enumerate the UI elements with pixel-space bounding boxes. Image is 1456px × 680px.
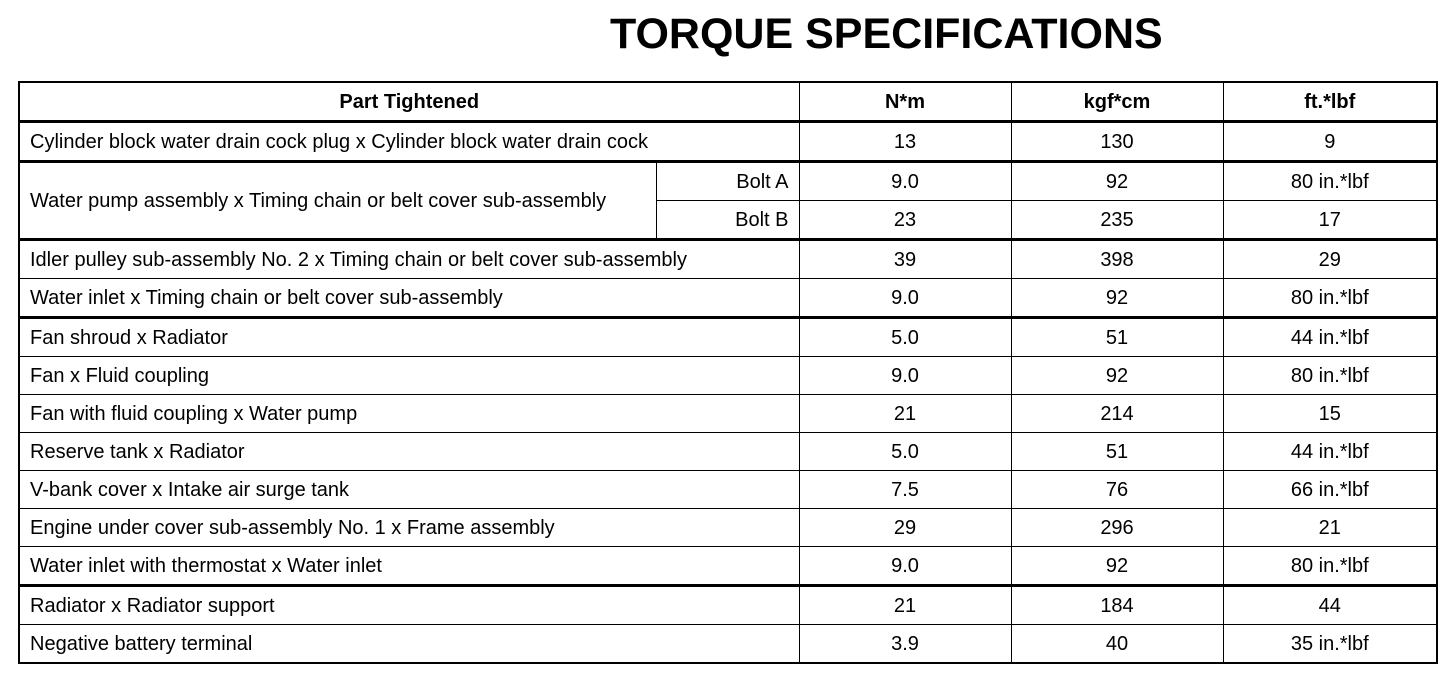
kgf-cell: 296 (1011, 509, 1223, 547)
ft-cell: 15 (1223, 395, 1437, 433)
header-ft-lbf: ft.*lbf (1223, 82, 1437, 122)
page-title: TORQUE SPECIFICATIONS (610, 10, 1163, 58)
ft-cell: 44 in.*lbf (1223, 318, 1437, 357)
header-kgf-cm: kgf*cm (1011, 82, 1223, 122)
table-row (19, 395, 1437, 433)
part-cell: Radiator x Radiator support (19, 586, 799, 625)
part-cell: Engine under cover sub-assembly No. 1 x Frame assembly (19, 509, 799, 547)
ft-cell: 9 (1223, 122, 1437, 162)
bolt-cell: Bolt A (656, 162, 799, 201)
nm-cell: 23 (799, 201, 1011, 240)
part-cell: Fan x Fluid coupling (19, 357, 799, 395)
ft-cell: 35 in.*lbf (1223, 625, 1437, 664)
nm-cell: 9.0 (799, 357, 1011, 395)
kgf-cell: 92 (1011, 547, 1223, 586)
header-part-tightened: Part Tightened (19, 82, 799, 122)
table-row (19, 357, 1437, 395)
nm-cell: 13 (799, 122, 1011, 162)
part-cell: Water inlet x Timing chain or belt cover sub-assembly (19, 279, 799, 318)
nm-cell: 9.0 (799, 547, 1011, 586)
table-row (19, 318, 1437, 357)
nm-cell: 21 (799, 395, 1011, 433)
table-row (19, 433, 1437, 471)
table-row (19, 240, 1437, 279)
kgf-cell: 92 (1011, 162, 1223, 201)
nm-cell: 21 (799, 586, 1011, 625)
part-cell: Idler pulley sub-assembly No. 2 x Timing chain or belt cover sub-assembly (19, 240, 799, 279)
ft-cell: 17 (1223, 201, 1437, 240)
kgf-cell: 214 (1011, 395, 1223, 433)
nm-cell: 7.5 (799, 471, 1011, 509)
part-cell: V-bank cover x Intake air surge tank (19, 471, 799, 509)
ft-cell: 80 in.*lbf (1223, 162, 1437, 201)
table-row (19, 547, 1437, 586)
part-cell: Fan shroud x Radiator (19, 318, 799, 357)
nm-cell: 9.0 (799, 279, 1011, 318)
table-row (19, 625, 1437, 664)
kgf-cell: 130 (1011, 122, 1223, 162)
ft-cell: 29 (1223, 240, 1437, 279)
ft-cell: 66 in.*lbf (1223, 471, 1437, 509)
nm-cell: 29 (799, 509, 1011, 547)
kgf-cell: 51 (1011, 318, 1223, 357)
kgf-cell: 92 (1011, 279, 1223, 318)
kgf-cell: 184 (1011, 586, 1223, 625)
kgf-cell: 398 (1011, 240, 1223, 279)
nm-cell: 5.0 (799, 318, 1011, 357)
table-header-row (19, 82, 1437, 122)
nm-cell: 3.9 (799, 625, 1011, 664)
table-row (19, 162, 1437, 201)
part-cell: Water pump assembly x Timing chain or belt cover sub-assembly (19, 162, 656, 240)
header-nm: N*m (799, 82, 1011, 122)
table-row (19, 279, 1437, 318)
ft-cell: 80 in.*lbf (1223, 547, 1437, 586)
ft-cell: 44 in.*lbf (1223, 433, 1437, 471)
bolt-cell: Bolt B (656, 201, 799, 240)
kgf-cell: 92 (1011, 357, 1223, 395)
nm-cell: 9.0 (799, 162, 1011, 201)
nm-cell: 39 (799, 240, 1011, 279)
kgf-cell: 235 (1011, 201, 1223, 240)
nm-cell: 5.0 (799, 433, 1011, 471)
part-cell: Reserve tank x Radiator (19, 433, 799, 471)
part-cell: Negative battery terminal (19, 625, 799, 664)
kgf-cell: 40 (1011, 625, 1223, 664)
table-row (19, 586, 1437, 625)
part-cell: Fan with fluid coupling x Water pump (19, 395, 799, 433)
table-row (19, 471, 1437, 509)
ft-cell: 80 in.*lbf (1223, 357, 1437, 395)
ft-cell: 44 (1223, 586, 1437, 625)
ft-cell: 21 (1223, 509, 1437, 547)
table-row (19, 509, 1437, 547)
kgf-cell: 51 (1011, 433, 1223, 471)
torque-spec-table (18, 81, 1438, 664)
part-cell: Water inlet with thermostat x Water inlet (19, 547, 799, 586)
kgf-cell: 76 (1011, 471, 1223, 509)
table-row (19, 122, 1437, 162)
ft-cell: 80 in.*lbf (1223, 279, 1437, 318)
part-cell: Cylinder block water drain cock plug x Cylinder block water drain cock (19, 122, 799, 162)
